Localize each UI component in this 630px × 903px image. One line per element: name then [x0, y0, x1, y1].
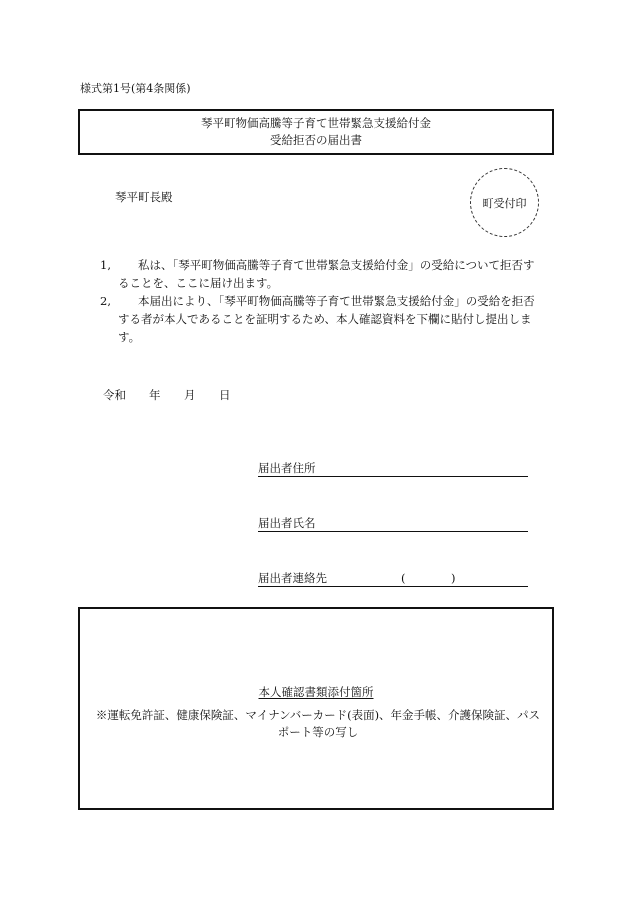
clause-text: 本届出により、「琴平町物価高騰等子育て世帯緊急支援給付金」の受給を拒否する者が本人であることを証明するため、本人確認資料を下欄に貼付し提出します。	[118, 294, 535, 344]
date-era: 令和	[103, 388, 126, 402]
id-attachment-box[interactable]	[78, 607, 554, 810]
title-line-1: 琴平町物価高騰等子育て世帯緊急支援給付金	[201, 116, 431, 130]
contact-field[interactable]	[258, 570, 528, 587]
reception-stamp	[470, 168, 539, 237]
address-field[interactable]	[258, 460, 528, 477]
contact-paren-open: (	[401, 571, 406, 585]
contact-label: 届出者連絡先	[258, 571, 327, 585]
title-line-2: 受給拒否の届出書	[270, 133, 362, 147]
title-box	[78, 109, 554, 155]
clause-number: 2,	[100, 294, 111, 308]
clause-1	[100, 256, 540, 292]
date-day: 日	[219, 388, 231, 402]
stamp-label: 町受付印	[482, 196, 527, 210]
clause-2	[100, 292, 540, 346]
date-year: 年	[149, 388, 161, 402]
form-number: 様式第1号(第4条関係)	[80, 82, 191, 95]
attachment-title: 本人確認書類添付箇所	[258, 685, 374, 699]
contact-paren-close: )	[451, 571, 456, 585]
date-month: 月	[184, 388, 196, 402]
addressee: 琴平町長殿	[115, 190, 173, 204]
address-label: 届出者住所	[258, 461, 316, 475]
name-field[interactable]	[258, 515, 528, 532]
clause-text: 私は、「琴平町物価高騰等子育て世帯緊急支援給付金」の受給について拒否することを、ここに届け出ます。	[118, 258, 535, 290]
attachment-note: ※運転免許証、健康保険証、マイナンバーカード(表面)、年金手帳、介護保険証、パスポート等の写し	[95, 708, 541, 739]
name-label: 届出者氏名	[258, 516, 316, 530]
clause-number: 1,	[100, 258, 111, 272]
